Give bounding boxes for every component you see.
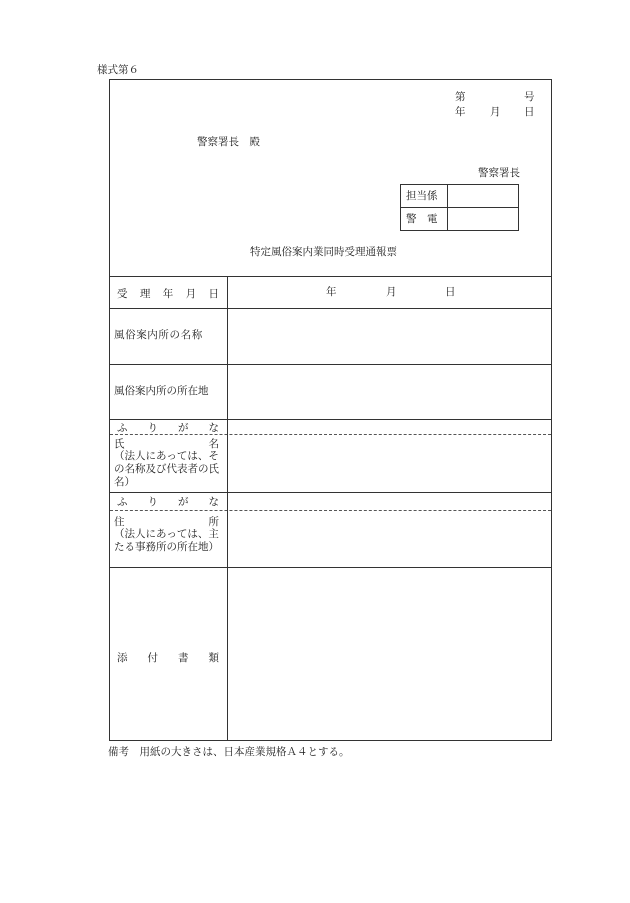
address-label: 住 所: [114, 516, 219, 528]
date-month: 月: [490, 106, 501, 118]
name-furigana-label: ふ り が な: [117, 422, 219, 434]
office-name-label: 風俗案内所の名称: [114, 329, 203, 341]
receipt-year[interactable]: 年: [326, 286, 337, 298]
office-location-field[interactable]: [228, 365, 552, 419]
receipt-day[interactable]: 日: [445, 286, 456, 298]
staff-label: 担当係: [406, 190, 438, 202]
office-location-label: 風俗案内所の所在地: [114, 385, 209, 397]
form-number: 様式第６: [97, 64, 139, 76]
receipt-month[interactable]: 月: [386, 286, 397, 298]
name-label: 氏 名: [114, 438, 219, 450]
footer-note: 備考 用紙の大きさは、日本産業規格Ａ４とする。: [108, 746, 350, 758]
office-name-field[interactable]: [228, 309, 552, 364]
name-field[interactable]: [228, 435, 552, 492]
address-note: （法人にあっては、主たる事務所の所在地）: [114, 528, 219, 553]
attachments-field[interactable]: [228, 568, 552, 741]
sender: 警察署長: [478, 167, 520, 179]
attachments-label: 添 付 書 類: [117, 652, 219, 664]
number-go: 号: [524, 91, 535, 103]
addressee: 警察署長 殿: [197, 136, 260, 148]
receipt-date-label: 受 理 年 月 日: [117, 288, 219, 300]
name-note: （法人にあっては、その名称及び代表者の氏名）: [114, 450, 219, 488]
date-year: 年: [455, 106, 466, 118]
number-dai: 第: [455, 91, 466, 103]
contact-box: [400, 184, 519, 231]
address-field[interactable]: [228, 511, 552, 567]
form-frame: [109, 79, 552, 741]
address-furigana-label: ふ り が な: [117, 496, 219, 508]
phone-label: 警 電: [406, 213, 438, 225]
document-title: 特定風俗案内業同時受理通報票: [250, 246, 397, 258]
date-day: 日: [524, 106, 535, 118]
